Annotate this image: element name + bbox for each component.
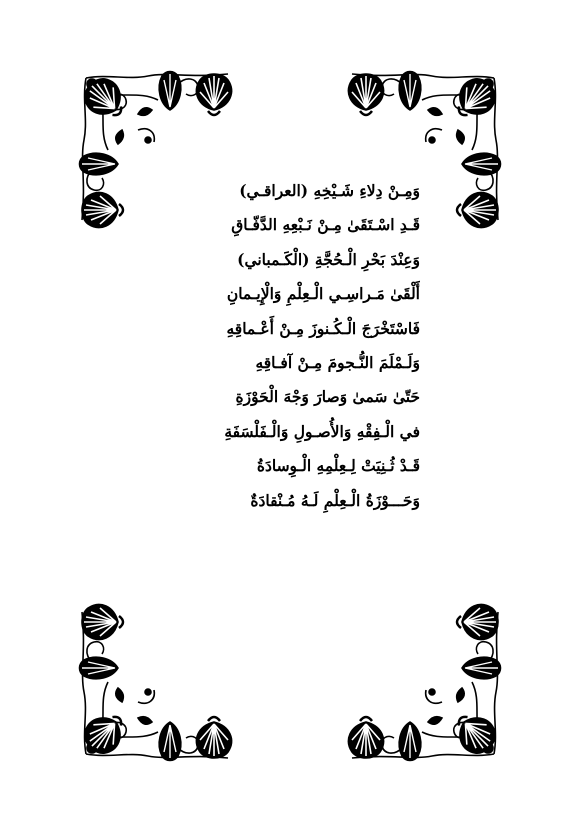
poem-line: وَحَـــوْزَةُ الْـعِلْمِ لَـهُ مُـنْقادَةٌ xyxy=(250,490,420,510)
poem-line: قَـدِ اسْـتَقَىٰ مِـنْ نَـبْعِهِ الدَّفّـاقِ xyxy=(231,215,420,235)
poem-line: وَعِنْدَ بَحْرِ الْـحُجَّةِ (الْكَـمباني) xyxy=(237,249,420,269)
poem-line: وَلَـمْلَمَ النُّـجومَ مِـنْ آفـاقِهِ xyxy=(255,352,420,372)
corner-ornament-bottom-left xyxy=(78,592,248,762)
corner-ornament-bottom-right xyxy=(332,592,502,762)
poem-line: أَلْقَىٰ مَـراسِـي الْـعِلْمِ وَالْإِيـمانِ xyxy=(226,284,420,304)
poem-line: حَتّىٰ سَمىٰ وَصارَ وَجْهَ الْحَوْزَةِ xyxy=(235,387,420,407)
poem-line: في الْـفِقْهِ وَالأُصـولِ وَالْـفَلْسَفَةِ xyxy=(224,421,420,441)
poem-line: وَمِـنْ دِلاءِ شَـيْخِهِ (العراقـي) xyxy=(239,181,420,200)
poem-line: فَاسْتَخْرَجَ الْـكُـنوزَ مِـنْ أَعْـماقِهِ xyxy=(226,318,420,338)
poem-line: قَـدْ ثُـنِيَتْ لِـعِلْمِهِ الْـوِسادَةُ xyxy=(256,456,420,476)
poem-text xyxy=(120,174,420,518)
